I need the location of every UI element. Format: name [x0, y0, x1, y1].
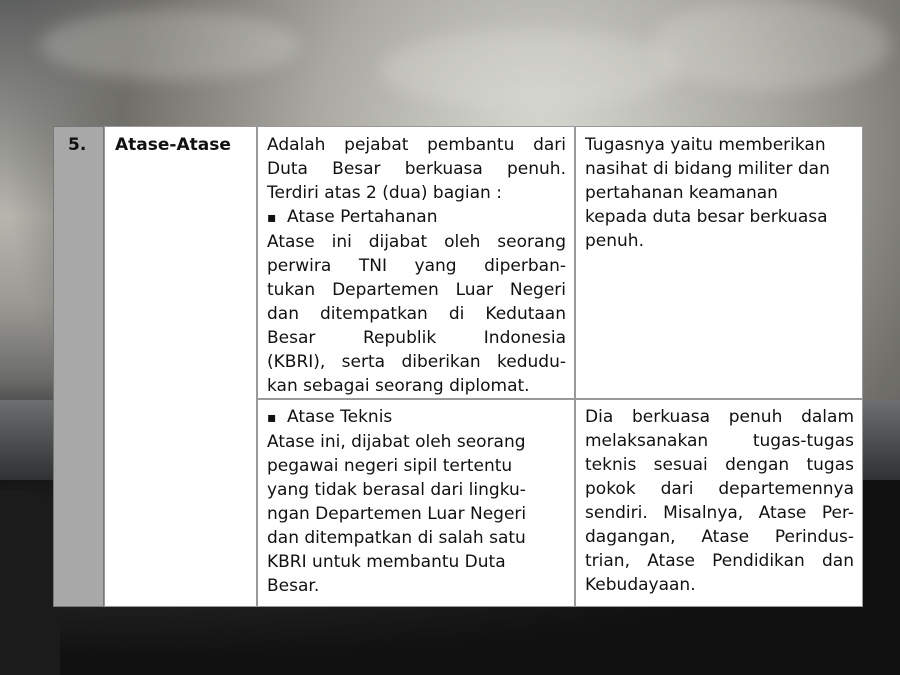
cloud	[380, 30, 680, 110]
function-line: pokok dari departemennya	[585, 479, 854, 499]
detail-line: dan ditempatkan di Kedutaan	[267, 304, 566, 324]
description-line: Duta Besar berkuasa penuh.	[267, 159, 566, 179]
detail-line: pegawai negeri sipil tertentu	[267, 456, 513, 476]
bullet-item-atase-pertahanan: ▪ Atase Pertahanan	[267, 205, 566, 230]
function-line: melaksanakan tugas-tugas	[585, 431, 854, 451]
description-line: Terdiri atas 2 (dua) bagian :	[267, 183, 502, 203]
function-line: sendiri. Misalnya, Atase Per-	[585, 503, 854, 523]
row-number: 5.	[53, 126, 104, 607]
function-cell-2	[575, 399, 863, 607]
detail-line: Besar Republik Indonesia	[267, 328, 566, 348]
row-title: Atase-Atase	[104, 126, 257, 607]
info-table	[53, 126, 863, 607]
detail-line: (KBRI), serta diberikan kedudu-	[267, 352, 566, 372]
detail-line: yang tidak berasal dari lingku-	[267, 480, 526, 500]
description-cell-1	[257, 126, 575, 399]
description-line: Adalah pejabat pembantu dari	[267, 135, 566, 155]
function-line: Tugasnya yaitu memberikan	[585, 135, 826, 155]
function-line: dagangan, Atase Perindus-	[585, 527, 854, 547]
cloud	[650, 0, 890, 90]
detail-line: dan ditempatkan di salah satu	[267, 528, 526, 548]
detail-line: KBRI untuk membantu Duta	[267, 552, 506, 572]
function-line: trian, Atase Pendidikan dan	[585, 551, 854, 571]
description-cell-2	[257, 399, 575, 607]
function-line: nasihat di bidang militer dan	[585, 159, 830, 179]
detail-line: ngan Departemen Luar Negeri	[267, 504, 527, 524]
detail-line: kan sebagai seorang diplomat.	[267, 376, 530, 396]
detail-line: perwira TNI yang diperban-	[267, 256, 566, 276]
function-line: Dia berkuasa penuh dalam	[585, 407, 854, 427]
detail-line: Atase ini dijabat oleh seorang	[267, 232, 566, 252]
bullet-item-atase-teknis: ▪ Atase Teknis	[267, 405, 566, 430]
function-line: penuh.	[585, 231, 644, 251]
function-line: teknis sesuai dengan tugas	[585, 455, 854, 475]
detail-line: tukan Departemen Luar Negeri	[267, 280, 566, 300]
function-line: kepada duta besar berkuasa	[585, 207, 828, 227]
detail-line: Atase ini, dijabat oleh seorang	[267, 432, 526, 452]
function-line: pertahanan keamanan	[585, 183, 778, 203]
cloud	[40, 10, 300, 80]
detail-line: Besar.	[267, 576, 320, 596]
function-line: Kebudayaan.	[585, 575, 696, 595]
function-cell-1	[575, 126, 863, 399]
rocks	[0, 490, 60, 675]
